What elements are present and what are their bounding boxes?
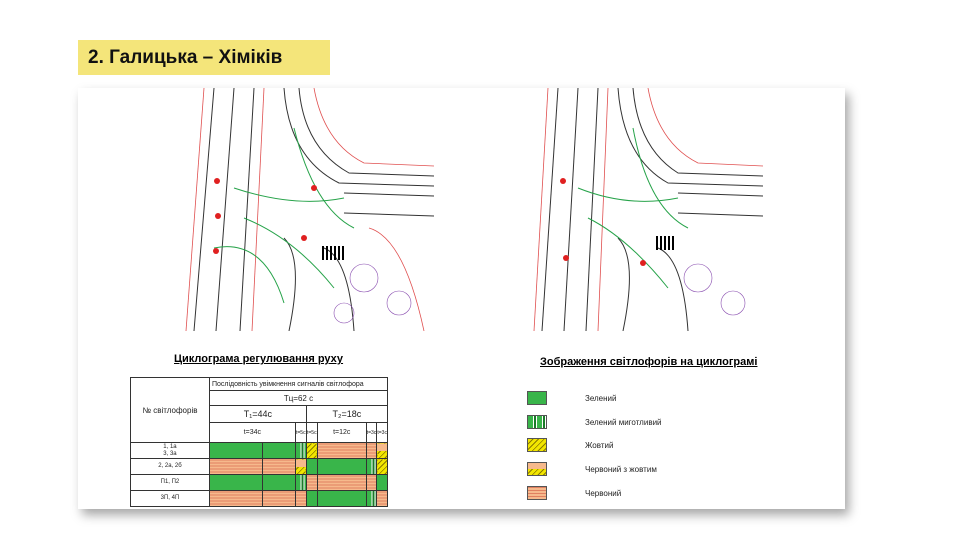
phase2-sub: t=12с bbox=[317, 423, 366, 443]
cyclogram-row bbox=[131, 459, 388, 475]
signal-cell-red bbox=[366, 475, 377, 491]
signal-cell-green bbox=[377, 475, 388, 491]
signal-cell-blink bbox=[295, 443, 306, 459]
signal-cell-green bbox=[209, 475, 262, 491]
legend-swatch-green-blink bbox=[527, 415, 547, 429]
legend-swatch-green bbox=[527, 391, 547, 405]
signal-cell-yellow bbox=[377, 459, 388, 475]
slide-title-box bbox=[78, 40, 330, 75]
signal-group-label: 2, 2а, 2б bbox=[131, 459, 210, 475]
signal-cell-blink bbox=[295, 475, 306, 491]
small-label: t=3с bbox=[366, 423, 377, 443]
intersection-plan-right bbox=[518, 88, 763, 331]
signal-group-label: 3П, 4П bbox=[131, 491, 210, 507]
signal-cell-green bbox=[262, 475, 295, 491]
phase2-header: T₂=18с bbox=[306, 406, 387, 423]
legend-label: Червоний bbox=[585, 489, 622, 498]
legend-label: Зелений миготливий bbox=[585, 418, 662, 427]
legend-label: Зелений bbox=[585, 394, 617, 403]
cyclogram-rows bbox=[131, 443, 388, 507]
cycle-header: Тц=62 с bbox=[209, 391, 387, 406]
col-no-header: № світлофорів bbox=[131, 378, 210, 443]
phase1-sub: t=34с bbox=[209, 423, 295, 443]
drawing-sheet bbox=[78, 88, 845, 509]
signal-cell-red bbox=[366, 443, 377, 459]
slide-title: 2. Галицька – Хіміків bbox=[88, 46, 283, 68]
signal-cell-yellow bbox=[306, 443, 317, 459]
cyclogram-table bbox=[130, 377, 388, 507]
signal-cell-red bbox=[209, 491, 262, 507]
signal-cell-green bbox=[209, 443, 262, 459]
cyclogram-row bbox=[131, 491, 388, 507]
small-label: t=3с bbox=[377, 423, 388, 443]
legend-label: Жовтий bbox=[585, 441, 614, 450]
small-label: t=5с bbox=[306, 423, 317, 443]
signal-cell-green bbox=[317, 459, 366, 475]
intersection-plan-left bbox=[174, 88, 434, 331]
signal-group-label: П1, П2 bbox=[131, 475, 210, 491]
signal-cell-red bbox=[262, 491, 295, 507]
legend-swatch-redyellow bbox=[527, 462, 547, 476]
signal-cell-red bbox=[317, 443, 366, 459]
signal-cell-red bbox=[209, 459, 262, 475]
signal-cell-green bbox=[317, 491, 366, 507]
signal-cell-red bbox=[306, 475, 317, 491]
signal-cell-redyellow bbox=[295, 459, 306, 475]
sequence-header: Послідовність увімкнення сигналів світлофора bbox=[209, 378, 387, 391]
signal-group-label: 1, 1а 3, 3а bbox=[131, 443, 210, 459]
signal-cell-red bbox=[317, 475, 366, 491]
phase1-header: T₁=44с bbox=[209, 406, 306, 423]
legend-swatch-red bbox=[527, 486, 547, 500]
signal-cell-red bbox=[377, 491, 388, 507]
signal-cell-blink bbox=[366, 491, 377, 507]
cyclogram-row bbox=[131, 475, 388, 491]
signal-cell-green bbox=[306, 459, 317, 475]
cyclogram-row bbox=[131, 443, 388, 459]
signal-cell-red bbox=[295, 491, 306, 507]
signal-cell-blink bbox=[366, 459, 377, 475]
cyclogram-title: Циклограма регулювання руху bbox=[174, 353, 344, 365]
signal-cell-green bbox=[306, 491, 317, 507]
signal-cell-redyellow bbox=[377, 443, 388, 459]
small-label: t=5с bbox=[295, 423, 306, 443]
legend-swatch-yellow bbox=[527, 438, 547, 452]
legend-title: Зображення світлофорів на циклограмі bbox=[540, 356, 758, 368]
signal-cell-red bbox=[262, 459, 295, 475]
signal-cell-green bbox=[262, 443, 295, 459]
legend-label: Червоний з жовтим bbox=[585, 465, 657, 474]
